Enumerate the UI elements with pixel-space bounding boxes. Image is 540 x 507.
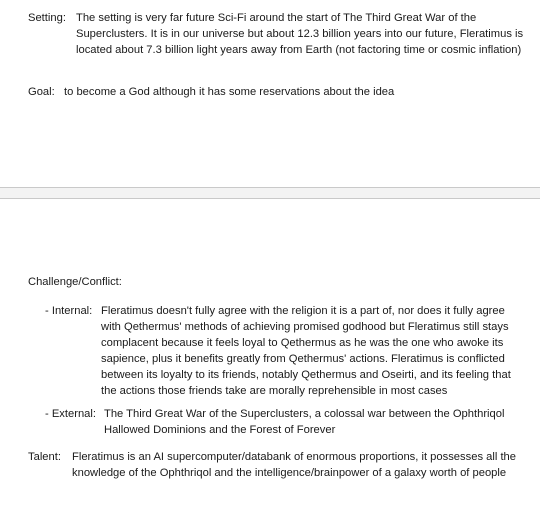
talent-text: Fleratimus is an AI supercomputer/databank of enormous proportions, it possesses all the knowledge of the Ophthriqol and the intelligence/brainpower of a galaxy worth of people: [72, 451, 516, 479]
setting-text: The setting is very far future Sci-Fi around the start of The Third Great War of the Superclusters. It is in our universe but about 12.3 billion years into our future, Fleratimus is located about 7.3 billion light years away from Earth (not factoring time or cosmic inflation): [76, 12, 524, 56]
goal-text: to become a God although it has some reservations about the idea: [64, 86, 395, 98]
setting-entry: [28, 10, 528, 58]
setting-label: Setting:: [28, 12, 66, 24]
challenge-heading: Challenge/Conflict:: [28, 276, 122, 288]
document-page-top: [0, 0, 540, 187]
talent-label: Talent:: [28, 451, 61, 463]
internal-conflict-text: Fleratimus doesn't fully agree with the religion it is a part of, nor does it fully agree with Qethermus' methods of achieving promised godhood but Fleratimus still stays complacent because it feels loyal to Qethermus as he was the one who awoke its sapience, plus it benefits greatly from Qethermus' actions. Fleratimus is conflicted between its loyalty to its friends, notably Qethermus and Oseirti, and its feeling that the actions those friends take are morally reprehensible in most cases: [101, 305, 511, 397]
internal-conflict-label: - Internal:: [45, 305, 93, 317]
internal-conflict-entry: [45, 303, 525, 399]
goal-entry: [28, 84, 528, 100]
external-conflict-entry: [45, 406, 525, 438]
external-conflict-text: The Third Great War of the Superclusters, a colossal war between the Ophthriqol Hallowed Dominions and the Forest of Forever: [104, 408, 505, 436]
document-page-bottom: [0, 199, 540, 507]
external-conflict-label: - External:: [45, 408, 96, 420]
goal-label: Goal:: [28, 86, 55, 98]
talent-entry: [28, 449, 528, 481]
page-break: [0, 187, 540, 199]
